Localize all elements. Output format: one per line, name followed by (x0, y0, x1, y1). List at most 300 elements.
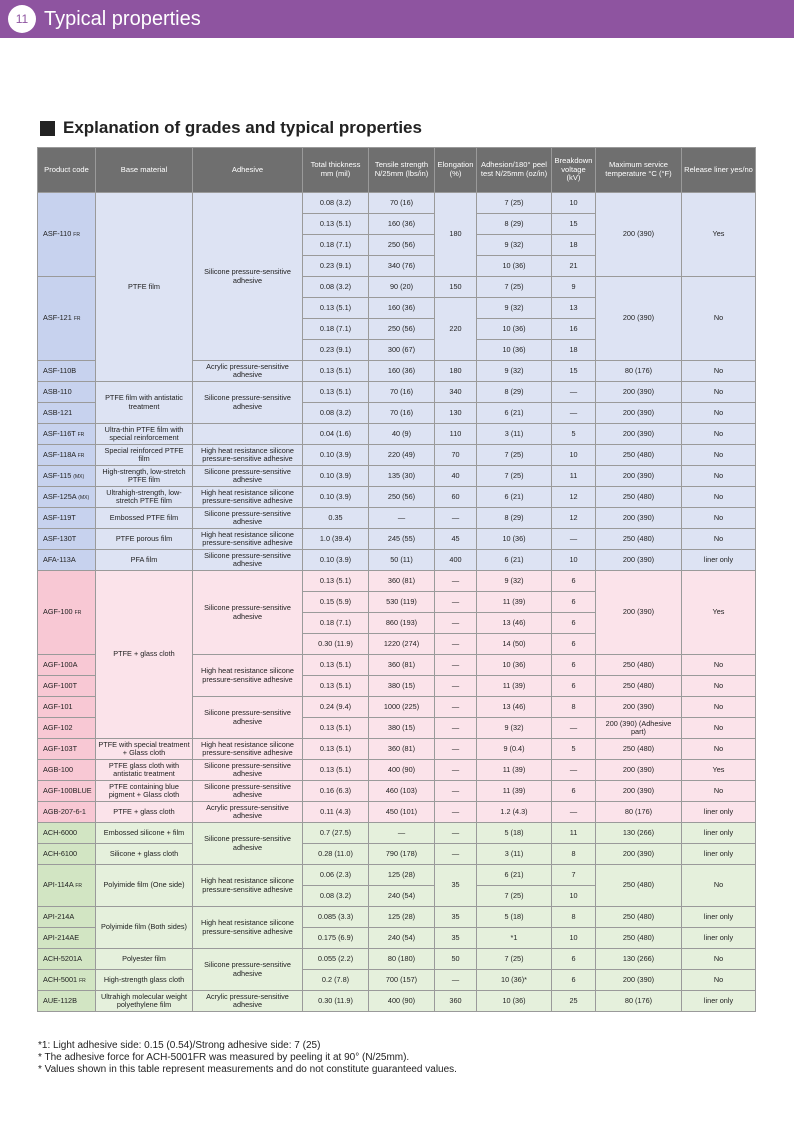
tensile-cell (369, 256, 435, 277)
base-material-cell (96, 802, 193, 823)
tensile-cell (369, 760, 435, 781)
product-code-text: ASF-125A (43, 491, 77, 501)
table-row (38, 424, 756, 445)
product-code-cell (38, 718, 96, 739)
adhesion-text: 1.2 (4.3) (500, 806, 528, 816)
table-row (38, 466, 756, 487)
product-code-text: ASB-121 (43, 407, 73, 417)
tensile-cell (369, 382, 435, 403)
elongation-cell (435, 424, 477, 445)
adhesion-text: 3 (11) (504, 428, 524, 438)
header-release-liner: Release liner yes/no (682, 148, 756, 193)
max-temp-text: 200 (390) (622, 229, 655, 239)
adhesive-text: High heat resistance silicone pressure-sensitive adhesive (201, 739, 294, 757)
base-material-text: Polyimide film (One side) (103, 880, 185, 890)
thickness-cell (303, 949, 369, 970)
elongation-cell (435, 613, 477, 634)
breakdown-text: 7 (571, 869, 576, 879)
thickness-text: 0.2 (7.8) (321, 974, 350, 984)
tensile-text: 380 (15) (387, 680, 416, 690)
breakdown-cell (552, 949, 596, 970)
breakdown-cell (552, 865, 596, 886)
thickness-cell (303, 235, 369, 256)
adhesion-cell (477, 718, 552, 739)
product-code-text: ACH-5001 (43, 974, 78, 984)
grade-suffix: FR (73, 316, 81, 323)
tensile-cell (369, 466, 435, 487)
release-liner-cell (682, 445, 756, 466)
max-temp-text: 200 (390) (622, 512, 655, 522)
tensile-text: 360 (81) (387, 575, 416, 585)
elongation-cell (435, 928, 477, 949)
product-code-cell (38, 655, 96, 676)
max-temp-cell (596, 529, 682, 550)
adhesion-cell (477, 907, 552, 928)
product-code-cell (38, 550, 96, 571)
tensile-cell (369, 235, 435, 256)
breakdown-cell (552, 382, 596, 403)
adhesion-cell (477, 634, 552, 655)
adhesion-text: 3 (11) (504, 848, 524, 858)
thickness-cell (303, 739, 369, 760)
base-material-text: Ultrahigh molecular weight polyethylene film (101, 991, 187, 1009)
adhesion-text: 10 (36) (502, 344, 526, 354)
product-code-cell (38, 697, 96, 718)
thickness-text: 0.10 (3.9) (319, 491, 352, 501)
tensile-text: — (397, 827, 406, 837)
section-heading (40, 117, 422, 139)
elongation-cell (435, 361, 477, 382)
product-code-text: ACH-6100 (43, 848, 78, 858)
tensile-text: 860 (193) (385, 617, 418, 627)
product-code-text: AGF-100T (43, 680, 78, 690)
base-material-text: PTFE + glass cloth (113, 806, 175, 816)
breakdown-cell (552, 592, 596, 613)
adhesion-cell (477, 865, 552, 886)
adhesion-text: 9 (32) (504, 722, 524, 732)
adhesion-text: 6 (21) (504, 554, 524, 564)
grade-suffix: FR (77, 452, 85, 459)
elongation-cell (435, 949, 477, 970)
breakdown-text: 9 (571, 281, 576, 291)
product-code-cell (38, 760, 96, 781)
adhesive-cell (193, 802, 303, 823)
product-code-text: ASF-116T (43, 428, 76, 438)
release-liner-text: No (713, 470, 724, 480)
elongation-text: 180 (449, 365, 462, 375)
base-material-text: Silicone + glass cloth (109, 848, 179, 858)
thickness-cell (303, 277, 369, 298)
tensile-text: 450 (101) (385, 806, 418, 816)
release-liner-cell (682, 550, 756, 571)
adhesion-text: 9 (32) (504, 575, 524, 585)
thickness-cell (303, 319, 369, 340)
adhesion-text: 11 (39) (502, 596, 526, 606)
tensile-text: 240 (54) (387, 890, 416, 900)
elongation-cell (435, 739, 477, 760)
max-temp-text: 250 (480) (622, 491, 655, 501)
breakdown-cell (552, 802, 596, 823)
breakdown-cell (552, 193, 596, 214)
product-code-text: AGF-100A (43, 659, 78, 669)
release-liner-text: liner only (703, 932, 734, 942)
elongation-text: — (451, 743, 460, 753)
max-temp-text: 130 (266) (622, 953, 655, 963)
tensile-cell (369, 361, 435, 382)
adhesion-cell (477, 886, 552, 907)
adhesion-cell (477, 676, 552, 697)
release-liner-text: liner only (703, 806, 734, 816)
max-temp-cell (596, 676, 682, 697)
release-liner-cell (682, 718, 756, 739)
adhesive-cell (193, 697, 303, 739)
grade-suffix: FR (73, 232, 80, 239)
tensile-cell (369, 613, 435, 634)
header-breakdown: Breakdown voltage (kV) (552, 148, 596, 193)
product-code-text: API-214A (43, 911, 75, 921)
adhesion-cell (477, 466, 552, 487)
breakdown-text: — (569, 764, 578, 774)
adhesion-cell (477, 613, 552, 634)
table-row (38, 991, 756, 1012)
elongation-text: 130 (449, 407, 462, 417)
product-code-cell (38, 949, 96, 970)
elongation-text: — (451, 638, 460, 648)
breakdown-text: 10 (569, 554, 578, 564)
max-temp-text: 200 (390) (622, 974, 655, 984)
tensile-text: 250 (56) (387, 239, 416, 249)
elongation-cell (435, 403, 477, 424)
elongation-text: 110 (449, 428, 462, 438)
tensile-text: 790 (178) (385, 848, 418, 858)
tensile-cell (369, 193, 435, 214)
breakdown-cell (552, 298, 596, 319)
product-code-text: AGF-100BLUE (43, 785, 92, 795)
product-code-cell (38, 445, 96, 466)
breakdown-text: 5 (571, 743, 576, 753)
breakdown-text: 6 (571, 953, 576, 963)
thickness-text: 0.13 (5.1) (319, 386, 352, 396)
adhesion-text: 14 (50) (502, 638, 526, 648)
product-code-text: AGF-101 (43, 701, 73, 711)
adhesion-text: 10 (36) (502, 323, 526, 333)
tensile-cell (369, 340, 435, 361)
max-temp-text: 130 (266) (622, 827, 655, 837)
base-material-cell (96, 571, 193, 739)
adhesive-cell (193, 508, 303, 529)
table-row (38, 550, 756, 571)
thickness-cell (303, 928, 369, 949)
base-material-cell (96, 991, 193, 1012)
tensile-cell (369, 319, 435, 340)
thickness-text: 0.04 (1.6) (319, 428, 352, 438)
tensile-cell (369, 970, 435, 991)
breakdown-cell (552, 781, 596, 802)
adhesive-cell (193, 445, 303, 466)
thickness-text: 0.30 (11.9) (318, 638, 353, 648)
release-liner-cell (682, 655, 756, 676)
max-temp-cell (596, 655, 682, 676)
tensile-cell (369, 655, 435, 676)
thickness-text: 0.18 (7.1) (319, 617, 352, 627)
thickness-text: 0.13 (5.1) (319, 722, 352, 732)
breakdown-text: 5 (571, 428, 576, 438)
product-code-cell (38, 277, 96, 361)
adhesive-text: Silicone pressure-sensitive adhesive (204, 466, 291, 484)
thickness-cell (303, 508, 369, 529)
product-code-text: ASF-115 (43, 470, 72, 480)
product-code-text: AGB-207-6-1 (43, 806, 86, 816)
base-material-text: Ultrahigh-strength, low-stretch PTFE film (106, 487, 182, 505)
tensile-cell (369, 949, 435, 970)
max-temp-text: 250 (480) (622, 680, 655, 690)
breakdown-text: 8 (571, 911, 576, 921)
adhesive-text: High heat resistance silicone pressure-sensitive adhesive (201, 666, 294, 684)
release-liner-text: No (713, 785, 724, 795)
grade-suffix: FR (79, 977, 86, 984)
breakdown-text: 11 (569, 827, 578, 837)
breakdown-text: 10 (569, 449, 578, 459)
max-temp-text: 80 (176) (624, 365, 653, 375)
max-temp-text: 200 (390) (622, 386, 655, 396)
breakdown-text: — (569, 722, 578, 732)
breakdown-cell (552, 655, 596, 676)
elongation-text: 40 (451, 470, 460, 480)
tensile-cell (369, 592, 435, 613)
release-liner-cell (682, 466, 756, 487)
adhesive-cell (193, 571, 303, 655)
elongation-text: — (451, 785, 460, 795)
breakdown-cell (552, 508, 596, 529)
breakdown-text: 25 (569, 995, 578, 1005)
release-liner-text: No (713, 365, 724, 375)
thickness-text: 0.13 (5.1) (319, 218, 352, 228)
release-liner-cell (682, 844, 756, 865)
thickness-text: 0.13 (5.1) (319, 764, 352, 774)
breakdown-text: 21 (569, 260, 578, 270)
thickness-cell (303, 361, 369, 382)
max-temp-cell (596, 970, 682, 991)
elongation-text: — (451, 848, 460, 858)
base-material-text: Polyester film (122, 953, 166, 963)
breakdown-cell (552, 466, 596, 487)
adhesive-text: Silicone pressure-sensitive adhesive (204, 603, 291, 621)
product-code-text: API-214AE (43, 932, 80, 942)
product-code-cell (38, 487, 96, 508)
elongation-text: — (451, 575, 460, 585)
release-liner-cell (682, 487, 756, 508)
max-temp-text: 200 (390) (622, 848, 655, 858)
adhesion-text: 7 (25) (504, 470, 524, 480)
tensile-cell (369, 844, 435, 865)
adhesive-text: Silicone pressure-sensitive adhesive (204, 267, 291, 285)
elongation-cell (435, 676, 477, 697)
adhesion-text: 7 (25) (504, 449, 524, 459)
max-temp-cell (596, 466, 682, 487)
product-code-text: AGF-103T (43, 743, 78, 753)
max-temp-text: 200 (390) (Adhesive part) (605, 718, 672, 736)
product-code-cell (38, 970, 96, 991)
adhesion-text: 5 (18) (504, 827, 524, 837)
adhesive-text: High heat resistance silicone pressure-sensitive adhesive (201, 918, 294, 936)
release-liner-text: liner only (703, 911, 734, 921)
breakdown-cell (552, 970, 596, 991)
footnote-3: * Values shown in this table represent measurements and do not constitute guaranteed values. (38, 1064, 457, 1075)
thickness-text: 0.13 (5.1) (319, 743, 352, 753)
adhesive-text: Silicone pressure-sensitive adhesive (204, 781, 291, 799)
thickness-text: 0.13 (5.1) (319, 575, 352, 585)
tensile-cell (369, 991, 435, 1012)
tensile-text: 360 (81) (387, 743, 416, 753)
product-code-cell (38, 403, 96, 424)
base-material-cell (96, 550, 193, 571)
table-row (38, 382, 756, 403)
elongation-cell (435, 487, 477, 508)
adhesive-text: Acrylic pressure-sensitive adhesive (206, 802, 289, 820)
release-liner-text: No (713, 386, 724, 396)
breakdown-cell (552, 613, 596, 634)
tensile-cell (369, 823, 435, 844)
release-liner-text: No (713, 743, 724, 753)
max-temp-text: 200 (390) (622, 701, 655, 711)
tensile-cell (369, 571, 435, 592)
breakdown-cell (552, 991, 596, 1012)
product-code-text: AFA-113A (43, 554, 76, 564)
elongation-cell (435, 781, 477, 802)
elongation-cell (435, 529, 477, 550)
breakdown-cell (552, 739, 596, 760)
max-temp-cell (596, 550, 682, 571)
breakdown-cell (552, 760, 596, 781)
adhesion-cell (477, 193, 552, 214)
elongation-text: 360 (449, 995, 462, 1005)
breakdown-text: — (569, 386, 578, 396)
base-material-cell (96, 865, 193, 907)
release-liner-text: No (713, 449, 724, 459)
adhesion-cell (477, 802, 552, 823)
breakdown-text: 6 (571, 596, 576, 606)
base-material-cell (96, 739, 193, 760)
max-temp-text: 80 (176) (624, 995, 653, 1005)
tensile-text: 70 (16) (389, 407, 414, 417)
elongation-text: 70 (451, 449, 460, 459)
footnotes (38, 1040, 457, 1076)
release-liner-cell (682, 193, 756, 277)
tensile-cell (369, 487, 435, 508)
tensile-text: 380 (15) (387, 722, 416, 732)
adhesive-cell (193, 361, 303, 382)
adhesion-text: 11 (39) (502, 764, 526, 774)
elongation-cell (435, 697, 477, 718)
grade-suffix: FR (75, 883, 82, 890)
elongation-text: 35 (451, 911, 460, 921)
release-liner-cell (682, 382, 756, 403)
max-temp-cell (596, 193, 682, 277)
base-material-cell (96, 844, 193, 865)
release-liner-cell (682, 949, 756, 970)
product-code-cell (38, 907, 96, 928)
adhesion-text: 6 (21) (504, 491, 524, 501)
breakdown-text: 6 (571, 659, 576, 669)
thickness-text: 0.13 (5.1) (319, 365, 352, 375)
tensile-text: 340 (76) (387, 260, 416, 270)
tensile-cell (369, 214, 435, 235)
elongation-cell (435, 298, 477, 361)
release-liner-text: Yes (712, 229, 725, 239)
adhesion-cell (477, 319, 552, 340)
max-temp-cell (596, 949, 682, 970)
product-code-cell (38, 508, 96, 529)
breakdown-text: 18 (569, 239, 578, 249)
tensile-cell (369, 277, 435, 298)
product-code-cell (38, 802, 96, 823)
max-temp-text: 200 (390) (622, 785, 655, 795)
breakdown-cell (552, 634, 596, 655)
thickness-text: 0.24 (9.4) (319, 701, 352, 711)
table-row (38, 907, 756, 928)
tensile-text: 400 (90) (387, 995, 416, 1005)
adhesive-text: High heat resistance silicone pressure-sensitive adhesive (201, 529, 294, 547)
breakdown-cell (552, 907, 596, 928)
elongation-text: 400 (449, 554, 462, 564)
tensile-text: — (397, 512, 406, 522)
adhesive-cell (193, 193, 303, 361)
adhesive-cell (193, 907, 303, 949)
elongation-cell (435, 991, 477, 1012)
adhesion-cell (477, 592, 552, 613)
release-liner-cell (682, 277, 756, 361)
adhesive-cell (193, 424, 303, 445)
tensile-text: 240 (54) (387, 932, 416, 942)
header-title: Typical properties (44, 8, 201, 30)
tensile-cell (369, 718, 435, 739)
elongation-cell (435, 571, 477, 592)
product-code-cell (38, 823, 96, 844)
base-material-text: PTFE porous film (115, 533, 173, 543)
adhesive-cell (193, 466, 303, 487)
tensile-text: 160 (36) (387, 302, 416, 312)
tensile-text: 250 (56) (387, 491, 416, 501)
release-liner-cell (682, 802, 756, 823)
release-liner-text: No (713, 313, 724, 323)
tensile-text: 220 (49) (387, 449, 416, 459)
release-liner-cell (682, 571, 756, 655)
breakdown-cell (552, 277, 596, 298)
release-liner-cell (682, 823, 756, 844)
table-row (38, 802, 756, 823)
product-code-cell (38, 193, 96, 277)
max-temp-text: 200 (390) (622, 407, 655, 417)
base-material-cell (96, 424, 193, 445)
max-temp-text: 200 (390) (622, 470, 655, 480)
max-temp-cell (596, 907, 682, 928)
header-tensile: Tensile strength N/25mm (lbs/in) (369, 148, 435, 193)
release-liner-cell (682, 739, 756, 760)
breakdown-cell (552, 886, 596, 907)
thickness-cell (303, 823, 369, 844)
elongation-cell (435, 193, 477, 277)
base-material-cell (96, 781, 193, 802)
release-liner-text: No (713, 880, 724, 890)
adhesion-cell (477, 655, 552, 676)
thickness-cell (303, 424, 369, 445)
adhesion-text: 10 (36) (502, 260, 526, 270)
product-code-text: AUE-112B (43, 995, 77, 1005)
thickness-text: 0.28 (11.0) (318, 848, 353, 858)
adhesive-text: Silicone pressure-sensitive adhesive (204, 960, 291, 978)
thickness-cell (303, 592, 369, 613)
max-temp-cell (596, 508, 682, 529)
